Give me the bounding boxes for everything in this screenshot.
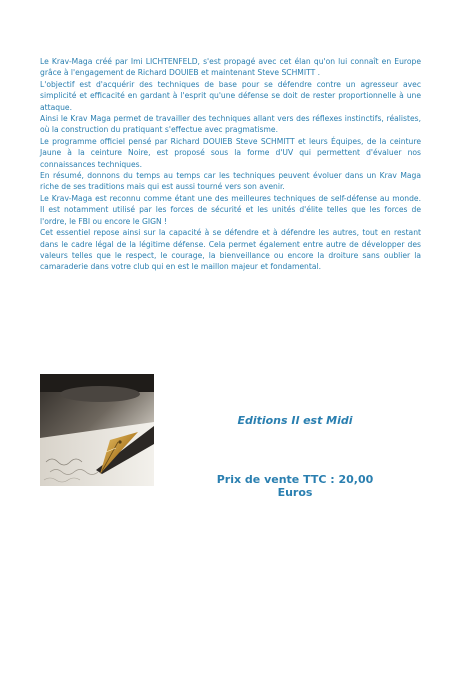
paragraph-objective: L'objectif est d'acquérir des techniques de base pour se défendre contre un agresseur avec simplicité et efficacité en gardant à l'esprit qu'une défense se doit de rester proportionnelle à une attaque. (40, 79, 421, 112)
paragraph-origin: Le Krav-Maga créé par Imi LICHTENFELD, s'est propagé avec cet élan qu'on lui connaît en Europe grâce à l'engagement de Richard DOUIEB et maintenant Steve SCHMITT . (40, 57, 421, 78)
paragraph-recognition: Le Krav-Maga est reconnu comme étant une des meilleures techniques de self-défense au monde. Il est notamment utilisé par les forces de sécurité et les unités d'élite telles que les forces de l'ordre, le FBI ou encore le GIGN ! (40, 193, 421, 226)
paragraph-essential: Cet essentiel repose ainsi sur la capacité à se défendre et à défendre les autres, tout en restant dans le cadre légal de la légitime défense. Cela permet également entre autre de développer des valeurs telles que le respect, le courage, la bienveillance ou encore la droiture sans oublier la camaraderie dans votre club qui en est le maillon majeur et fondamental. (40, 228, 421, 272)
fountain-pen-photo-icon (40, 374, 154, 486)
paragraph-reflexes: Ainsi le Krav Maga permet de travailler des techniques allant vers des réflexes instinctifs, réalistes, où la construction du pratiquant s'effectue avec pragmatisme. (40, 114, 421, 135)
sale-price: Prix de vente TTC : 20,00 Euros (216, 473, 374, 499)
paragraph-summary: En résumé, donnons du temps au temps car les techniques peuvent évoluer dans un Krav Maga riche de ses traditions mais qui est aussi tourné vers son avenir. (40, 171, 421, 192)
paragraph-program: Le programme officiel pensé par Richard DOUIEB Steve SCHMITT et leurs Équipes, de la ceinture Jaune à la ceinture Noire, est proposé sous la forme d'UV qui permettent d'évaluer nos connaissances techniques. (40, 136, 421, 169)
body-text (40, 56, 421, 273)
publisher-name: Editions Il est Midi (237, 414, 353, 427)
